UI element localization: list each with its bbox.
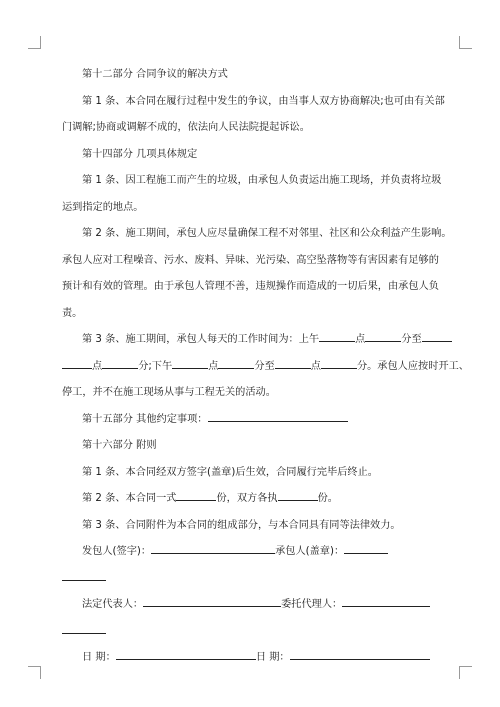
blank-other-terms[interactable] [208, 411, 348, 422]
section-14-article-3-line-3: 停工，并不在施工现场从事与工程无关的活动。 [62, 387, 276, 398]
blank-am-end-hour-part[interactable] [422, 331, 452, 342]
section-15-line [62, 407, 440, 434]
afternoon-label: 分;下午 [138, 360, 173, 372]
section-16-article-3: 第 3 条、合同附件为本合同的组成部分，与本合同具有同等法律效力。 [82, 519, 401, 531]
blank-copies-each[interactable] [278, 490, 318, 501]
section-16-heading: 第十六部分 附则 [82, 440, 157, 451]
minute-to-label: 分至 [401, 334, 422, 345]
blank-date-employer[interactable] [116, 649, 256, 660]
section-14-article-2-line-2: 承包人应对工程噪音、污水、废料、异味、光污染、高空坠落物等有害因素有足够的 [62, 254, 439, 266]
section-14-article-1-line-1: 第 1 条、因工程施工而产生的垃圾，由承包人负责运出施工现场，并负责将垃圾 [82, 175, 442, 186]
article-3-text: 第 3 条、施工期间，承包人每天的工作时间为：上午 [82, 334, 320, 345]
section-14-article-3-line-2 [62, 354, 469, 381]
section-14-heading: 第十四部分 几项具体规定 [82, 148, 198, 160]
point-label: 点 [310, 360, 321, 372]
crop-mark-top-left [28, 36, 41, 49]
legal-rep-label: 法定代表人： [82, 599, 144, 610]
blank-legal-representative[interactable] [143, 596, 281, 607]
signature-line-2-cont [62, 619, 440, 646]
section-16-article-1: 第 1 条、本合同经双方签字(盖章)后生效，合同履行完毕后终止。 [82, 466, 378, 478]
article-3-text-end: 分。承包人应按时开工、 [356, 360, 469, 372]
blank-am-start-hour[interactable] [319, 331, 355, 342]
point-label: 点 [92, 360, 103, 372]
contractor-seal-label: 承包人(盖章)： [275, 546, 345, 557]
copies-unit: 份。 [317, 493, 338, 504]
section-15-heading: 第十五部分 其他约定事项： [82, 413, 208, 425]
crop-mark-top-right [459, 36, 472, 49]
signature-line-1-cont [62, 566, 440, 593]
blank-agent[interactable] [62, 623, 106, 634]
each-party-label: 份，双方各执 [216, 493, 278, 504]
copies-label: 第 2 条、本合同一式 [82, 493, 177, 504]
blank-contractor-seal[interactable] [62, 570, 106, 581]
crop-mark-bottom-right [459, 666, 472, 679]
agent-label: 委托代理人： [281, 599, 343, 610]
section-12-article-1-line-1: 第 1 条、本合同在履行过程中发生的争议，由当事人双方协商解决;也可由有关部 [82, 95, 445, 107]
blank-agent-part[interactable] [342, 596, 430, 607]
section-12-article-1-line-2: 门调解;协商或调解不成的，依法向人民法院提起诉讼。 [62, 122, 310, 133]
date-label-1: 日 期： [82, 652, 116, 663]
point-label: 点 [208, 360, 219, 372]
blank-pm-start-hour[interactable] [172, 358, 208, 369]
section-12-heading: 第十二部分 合同争议的解决方式 [82, 69, 228, 80]
blank-pm-end-hour[interactable] [275, 358, 311, 369]
document-body [62, 62, 469, 672]
signature-line-2 [62, 592, 440, 619]
minute-to-label: 分至 [254, 360, 275, 372]
blank-pm-end-minute[interactable] [321, 358, 357, 369]
blank-date-contractor[interactable] [290, 649, 430, 660]
blank-copies-total[interactable] [176, 490, 216, 501]
blank-am-start-minute[interactable] [365, 331, 401, 342]
blank-pm-start-minute[interactable] [218, 358, 254, 369]
section-16-article-2 [62, 486, 440, 513]
point-label: 点 [355, 334, 366, 345]
crop-mark-bottom-left [28, 666, 41, 679]
date-label-2: 日 期： [255, 652, 290, 663]
employer-sign-label: 发包人(签字)： [82, 546, 152, 557]
section-14-article-2-line-4: 责。 [62, 307, 83, 319]
date-line [62, 645, 440, 672]
section-14-article-3-line-1 [62, 327, 440, 354]
blank-contractor-seal-part[interactable] [344, 543, 388, 554]
section-14-article-2-line-3: 预计和有效的管理。由于承包人管理不善，违规操作而造成的一切后果，由承包人负 [62, 281, 439, 292]
blank-employer-signature[interactable] [151, 543, 275, 554]
section-14-article-1-line-2: 运到指定的地点。 [62, 201, 144, 213]
signature-line-1 [62, 539, 440, 566]
section-14-article-2-line-1: 第 2 条、施工期间，承包人应尽量确保工程不对邻里、社区和公众利益产生影响。 [82, 228, 452, 239]
blank-am-end-minute[interactable] [102, 358, 138, 369]
blank-am-end-hour[interactable] [62, 358, 92, 369]
